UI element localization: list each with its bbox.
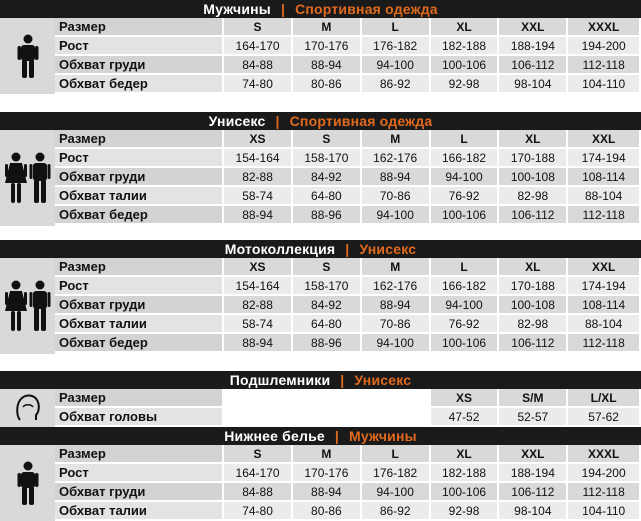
size-label: XXL	[568, 130, 641, 149]
measurement-value: 74-80	[224, 75, 293, 94]
section-subtitle: Унисекс	[359, 241, 417, 257]
measurement-value: 164-170	[224, 37, 293, 56]
size-header-row	[55, 445, 641, 464]
measurement-value: 88-104	[568, 315, 641, 334]
size-label: XXL	[568, 258, 641, 277]
measurement-value: 88-94	[224, 206, 293, 225]
size-label: XL	[431, 445, 500, 464]
measurement-value: 94-100	[362, 483, 431, 502]
measurement-value: 82-88	[224, 296, 293, 315]
section-header-balaclava: Подшлемники | Унисекс	[0, 371, 641, 389]
measurement-value: 106-112	[499, 56, 568, 75]
section-title: Унисекс	[208, 113, 266, 129]
size-label: L	[362, 445, 431, 464]
measurement-value: 47-52	[431, 408, 500, 427]
measurement-value: 194-200	[568, 464, 641, 483]
size-label	[362, 389, 431, 408]
size-header-row	[55, 258, 641, 277]
section-header-underwear: Нижнее белье | Мужчины	[0, 427, 641, 445]
section-title: Мужчины	[203, 1, 271, 17]
size-label: XS	[431, 389, 500, 408]
size-header-row	[55, 389, 641, 408]
size-header-row	[55, 18, 641, 37]
size-label: XS	[224, 130, 293, 149]
female-male-figures-icon	[0, 258, 55, 354]
measurement-value: 92-98	[431, 75, 500, 94]
size-label: XXXL	[568, 18, 641, 37]
size-label: S/M	[499, 389, 568, 408]
row-label: Обхват груди	[55, 168, 224, 187]
size-label: M	[362, 258, 431, 277]
measurement-value: 94-100	[362, 56, 431, 75]
size-label: M	[293, 445, 362, 464]
row-label: Обхват талии	[55, 315, 224, 334]
measurement-value: 86-92	[362, 75, 431, 94]
measurement-value: 154-164	[224, 149, 293, 168]
measurement-value: 188-194	[499, 37, 568, 56]
measurement-value: 100-108	[499, 296, 568, 315]
section-subtitle: Спортивная одежда	[295, 1, 438, 17]
size-label	[224, 389, 293, 408]
row-label: Обхват груди	[55, 296, 224, 315]
measurement-value: 94-100	[431, 168, 500, 187]
measurement-row	[55, 75, 641, 94]
measurement-value: 64-80	[293, 187, 362, 206]
row-label: Обхват талии	[55, 502, 224, 521]
measurement-value: 164-170	[224, 464, 293, 483]
size-label: XS	[224, 258, 293, 277]
measurement-value: 188-194	[499, 464, 568, 483]
measurement-row	[55, 483, 641, 502]
size-label: L	[431, 258, 500, 277]
measurement-value: 84-88	[224, 483, 293, 502]
male-figure-icon	[0, 18, 55, 94]
measurement-value: 108-114	[568, 296, 641, 315]
size-grid	[55, 130, 641, 226]
measurement-value: 64-80	[293, 315, 362, 334]
measurement-row	[55, 56, 641, 75]
head-outline-icon	[0, 389, 55, 427]
section-title: Подшлемники	[229, 372, 331, 388]
size-label	[293, 389, 362, 408]
size-table-balaclava	[0, 389, 641, 427]
measurement-value: 88-94	[362, 296, 431, 315]
size-label: L/XL	[568, 389, 641, 408]
measurement-row	[55, 149, 641, 168]
size-label: XL	[431, 18, 500, 37]
measurement-value: 84-92	[293, 168, 362, 187]
row-label: Обхват головы	[55, 408, 224, 427]
row-label: Рост	[55, 149, 224, 168]
measurement-value: 154-164	[224, 277, 293, 296]
measurement-row	[55, 464, 641, 483]
size-label: XL	[499, 130, 568, 149]
measurement-value: 158-170	[293, 149, 362, 168]
measurement-value: 76-92	[431, 187, 500, 206]
measurement-row	[55, 315, 641, 334]
size-label: L	[362, 18, 431, 37]
measurement-value: 194-200	[568, 37, 641, 56]
size-table-unisex	[0, 130, 641, 226]
measurement-value: 92-98	[431, 502, 500, 521]
measurement-value: 86-92	[362, 502, 431, 521]
measurement-value: 174-194	[568, 277, 641, 296]
size-grid	[55, 18, 641, 94]
measurement-value: 82-98	[499, 187, 568, 206]
measurement-row	[55, 334, 641, 353]
measurement-value: 98-104	[499, 75, 568, 94]
measurement-value: 104-110	[568, 502, 641, 521]
measurement-value: 174-194	[568, 149, 641, 168]
row-label: Рост	[55, 37, 224, 56]
size-label: XXL	[499, 445, 568, 464]
measurement-value: 88-94	[293, 56, 362, 75]
size-label: S	[224, 445, 293, 464]
section-header-men: Мужчины | Спортивная одежда	[0, 0, 641, 18]
measurement-value: 158-170	[293, 277, 362, 296]
measurement-value: 94-100	[362, 334, 431, 353]
measurement-value: 74-80	[224, 502, 293, 521]
measurement-value: 88-94	[362, 168, 431, 187]
measurement-value: 106-112	[499, 483, 568, 502]
row-label: Размер	[55, 445, 224, 464]
row-label: Размер	[55, 258, 224, 277]
measurement-value: 58-74	[224, 187, 293, 206]
row-label: Обхват бедер	[55, 75, 224, 94]
size-grid	[55, 258, 641, 354]
measurement-value: 182-188	[431, 464, 500, 483]
measurement-value: 98-104	[499, 502, 568, 521]
section-header-moto: Мотоколлекция | Унисекс	[0, 240, 641, 258]
measurement-value: 82-98	[499, 315, 568, 334]
row-label: Обхват груди	[55, 56, 224, 75]
size-label: XL	[499, 258, 568, 277]
measurement-value: 100-108	[499, 168, 568, 187]
measurement-value: 166-182	[431, 149, 500, 168]
female-male-figures-icon	[0, 130, 55, 226]
measurement-value: 170-176	[293, 37, 362, 56]
measurement-value: 80-86	[293, 502, 362, 521]
section-subtitle: Мужчины	[349, 428, 417, 444]
measurement-value: 176-182	[362, 37, 431, 56]
measurement-value: 88-94	[293, 483, 362, 502]
measurement-value: 108-114	[568, 168, 641, 187]
measurement-value: 88-104	[568, 187, 641, 206]
measurement-value: 106-112	[499, 206, 568, 225]
measurement-value: 112-118	[568, 56, 641, 75]
measurement-value	[362, 408, 431, 427]
measurement-row	[55, 408, 641, 427]
measurement-value: 104-110	[568, 75, 641, 94]
size-table-moto	[0, 258, 641, 354]
section-header-unisex: Унисекс | Спортивная одежда	[0, 112, 641, 130]
measurement-value: 100-106	[431, 56, 500, 75]
measurement-value: 76-92	[431, 315, 500, 334]
row-label: Рост	[55, 464, 224, 483]
measurement-value	[224, 408, 293, 427]
row-label: Обхват талии	[55, 187, 224, 206]
row-label: Рост	[55, 277, 224, 296]
measurement-value: 88-96	[293, 206, 362, 225]
measurement-value: 166-182	[431, 277, 500, 296]
measurement-value: 162-176	[362, 149, 431, 168]
measurement-value: 70-86	[362, 187, 431, 206]
measurement-row	[55, 206, 641, 225]
row-label: Размер	[55, 130, 224, 149]
size-header-row	[55, 130, 641, 149]
measurement-value: 88-94	[224, 334, 293, 353]
section-title: Нижнее белье	[224, 428, 325, 444]
row-label: Обхват бедер	[55, 334, 224, 353]
measurement-value	[293, 408, 362, 427]
measurement-value: 112-118	[568, 483, 641, 502]
measurement-value: 88-96	[293, 334, 362, 353]
size-label: XXXL	[568, 445, 641, 464]
size-grid	[55, 445, 641, 521]
row-label: Размер	[55, 18, 224, 37]
measurement-row	[55, 168, 641, 187]
size-label: S	[293, 130, 362, 149]
section-subtitle: Спортивная одежда	[289, 113, 433, 129]
measurement-value: 170-188	[499, 277, 568, 296]
measurement-value: 100-106	[431, 483, 500, 502]
measurement-value: 112-118	[568, 334, 641, 353]
size-grid	[55, 389, 641, 427]
measurement-value: 70-86	[362, 315, 431, 334]
measurement-row	[55, 187, 641, 206]
measurement-value: 176-182	[362, 464, 431, 483]
measurement-value: 52-57	[499, 408, 568, 427]
measurement-value: 84-88	[224, 56, 293, 75]
row-label: Обхват бедер	[55, 206, 224, 225]
measurement-value: 80-86	[293, 75, 362, 94]
measurement-value: 57-62	[568, 408, 641, 427]
measurement-value: 94-100	[431, 296, 500, 315]
measurement-value: 100-106	[431, 206, 500, 225]
size-label: M	[293, 18, 362, 37]
row-label: Обхват груди	[55, 483, 224, 502]
section-subtitle: Унисекс	[354, 372, 412, 388]
measurement-value: 58-74	[224, 315, 293, 334]
size-table-men	[0, 18, 641, 94]
measurement-value: 112-118	[568, 206, 641, 225]
measurement-row	[55, 37, 641, 56]
measurement-value: 94-100	[362, 206, 431, 225]
size-table-underwear	[0, 445, 641, 521]
measurement-row	[55, 502, 641, 521]
size-label: S	[293, 258, 362, 277]
size-label: L	[431, 130, 500, 149]
measurement-value: 182-188	[431, 37, 500, 56]
male-figure-icon	[0, 445, 55, 521]
size-label: S	[224, 18, 293, 37]
measurement-value: 170-176	[293, 464, 362, 483]
measurement-value: 84-92	[293, 296, 362, 315]
measurement-value: 100-106	[431, 334, 500, 353]
size-label: M	[362, 130, 431, 149]
section-title: Мотоколлекция	[224, 241, 336, 257]
measurement-value: 106-112	[499, 334, 568, 353]
size-label: XXL	[499, 18, 568, 37]
measurement-row	[55, 277, 641, 296]
measurement-value: 82-88	[224, 168, 293, 187]
measurement-row	[55, 296, 641, 315]
row-label: Размер	[55, 389, 224, 408]
measurement-value: 170-188	[499, 149, 568, 168]
measurement-value: 162-176	[362, 277, 431, 296]
